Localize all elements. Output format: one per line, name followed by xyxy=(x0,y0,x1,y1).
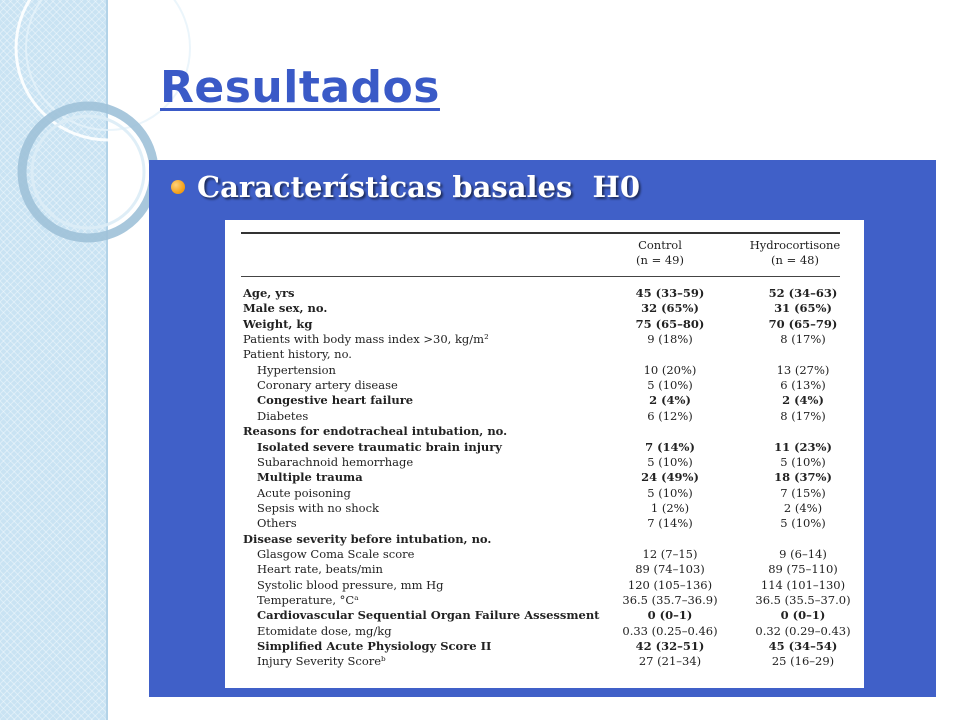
row-label: Heart rate, beats/min xyxy=(257,562,383,577)
row-label: Diabetes xyxy=(257,408,309,423)
hydrocortisone-value: 7 (15%) xyxy=(780,485,826,500)
control-value: 10 (20%) xyxy=(643,362,697,377)
row-label: Multiple trauma xyxy=(257,470,363,485)
row-label: Etomidate dose, mg/kg xyxy=(257,623,392,638)
row-label: Sepsis with no shock xyxy=(257,500,380,515)
row-label: Cardiovascular Sequential Organ Failure Assessment xyxy=(257,608,600,623)
hydrocortisone-value: 0 (0–1) xyxy=(780,608,826,623)
hydrocortisone-value: 8 (17%) xyxy=(780,332,826,347)
bullet-dot-icon xyxy=(171,180,185,194)
control-value: 7 (14%) xyxy=(645,439,695,454)
hydrocortisone-value: 89 (75–110) xyxy=(768,562,838,577)
hydrocortisone-value: 52 (34–63) xyxy=(768,286,838,300)
hydrocortisone-value: 114 (101–130) xyxy=(760,577,846,592)
hydrocortisone-value: 36.5 (35.5–37.0) xyxy=(755,593,851,607)
hydrocortisone-value: 18 (37%) xyxy=(774,470,832,485)
row-label: Temperature, °Cᵃ xyxy=(257,593,359,607)
row-label: Patients with body mass index >30, kg/m² xyxy=(243,332,489,347)
hydrocortisone-value: 70 (65–79) xyxy=(768,316,838,331)
column-header-control-n: (n = 49) xyxy=(636,253,684,267)
content-panel xyxy=(149,160,936,697)
control-value: 32 (65%) xyxy=(641,301,699,316)
row-label: Congestive heart failure xyxy=(257,393,414,408)
control-value: 0.33 (0.25–0.46) xyxy=(622,623,718,638)
column-header-hydrocortisone xyxy=(735,238,855,268)
row-label: Subarachnoid hemorrhage xyxy=(257,454,414,469)
row-label: Isolated severe traumatic brain injury xyxy=(257,439,502,454)
control-value: 5 (10%) xyxy=(647,485,693,500)
control-value: 27 (21–34) xyxy=(638,654,702,669)
row-label: Age, yrs xyxy=(243,286,295,300)
column-header-control-name: Control xyxy=(638,238,682,252)
bullet-item xyxy=(171,170,640,204)
control-value: 7 (14%) xyxy=(647,516,693,531)
control-value: 0 (0–1) xyxy=(647,608,693,623)
hydrocortisone-value: 5 (10%) xyxy=(780,454,826,469)
column-header-control xyxy=(605,238,715,268)
hydrocortisone-value: 2 (4%) xyxy=(782,393,824,408)
hydrocortisone-value: 25 (16–29) xyxy=(771,654,835,669)
hydrocortisone-value: 13 (27%) xyxy=(776,362,830,377)
control-value: 1 (2%) xyxy=(650,500,690,515)
hydrocortisone-value: 0.32 (0.29–0.43) xyxy=(755,623,851,638)
row-label: Injury Severity Scoreᵇ xyxy=(257,654,386,669)
control-value: 36.5 (35.7–36.9) xyxy=(622,593,718,607)
slide-title: Resultados xyxy=(160,62,440,113)
table-top-rule xyxy=(241,232,840,234)
control-value: 5 (10%) xyxy=(647,378,693,393)
control-value: 42 (32–51) xyxy=(635,639,705,654)
column-header-hydrocortisone-name: Hydrocortisone xyxy=(749,238,841,252)
control-value: 5 (10%) xyxy=(647,454,693,469)
control-value: 6 (12%) xyxy=(647,408,693,423)
row-label: Glasgow Coma Scale score xyxy=(257,546,415,561)
hydrocortisone-value: 45 (34–54) xyxy=(768,639,838,654)
baseline-characteristics-table xyxy=(225,220,864,688)
control-value: 120 (105–136) xyxy=(627,577,713,592)
control-value: 75 (65–80) xyxy=(635,316,705,331)
row-label: Reasons for endotracheal intubation, no. xyxy=(243,424,508,439)
control-value: 24 (49%) xyxy=(641,470,699,485)
hydrocortisone-value: 2 (4%) xyxy=(783,500,823,515)
hydrocortisone-value: 5 (10%) xyxy=(780,516,826,531)
column-header-hydrocortisone-n: (n = 48) xyxy=(771,253,819,267)
row-label: Systolic blood pressure, mm Hg xyxy=(257,577,444,592)
hydrocortisone-value: 31 (65%) xyxy=(774,301,832,316)
hydrocortisone-value: 6 (13%) xyxy=(780,378,826,393)
row-label: Acute poisoning xyxy=(257,485,351,500)
row-label: Hypertension xyxy=(257,362,336,377)
control-value: 2 (4%) xyxy=(649,393,691,408)
row-label: Weight, kg xyxy=(243,316,313,331)
control-value: 9 (18%) xyxy=(647,332,693,347)
hydrocortisone-value: 11 (23%) xyxy=(774,439,832,454)
row-label: Patient history, no. xyxy=(243,347,352,362)
bullet-text: Características basales H0 xyxy=(197,170,641,204)
row-label: Others xyxy=(257,516,297,531)
control-value: 89 (74–103) xyxy=(635,562,705,577)
control-value: 45 (33–59) xyxy=(635,286,705,300)
hydrocortisone-value: 8 (17%) xyxy=(780,408,826,423)
control-value: 12 (7–15) xyxy=(642,546,698,561)
table-header-rule xyxy=(241,276,840,277)
row-label: Coronary artery disease xyxy=(257,378,398,393)
hydrocortisone-value: 9 (6–14) xyxy=(779,546,827,561)
row-label: Simplified Acute Physiology Score II xyxy=(257,639,492,654)
row-label: Male sex, no. xyxy=(243,301,328,316)
row-label: Disease severity before intubation, no. xyxy=(243,531,492,546)
